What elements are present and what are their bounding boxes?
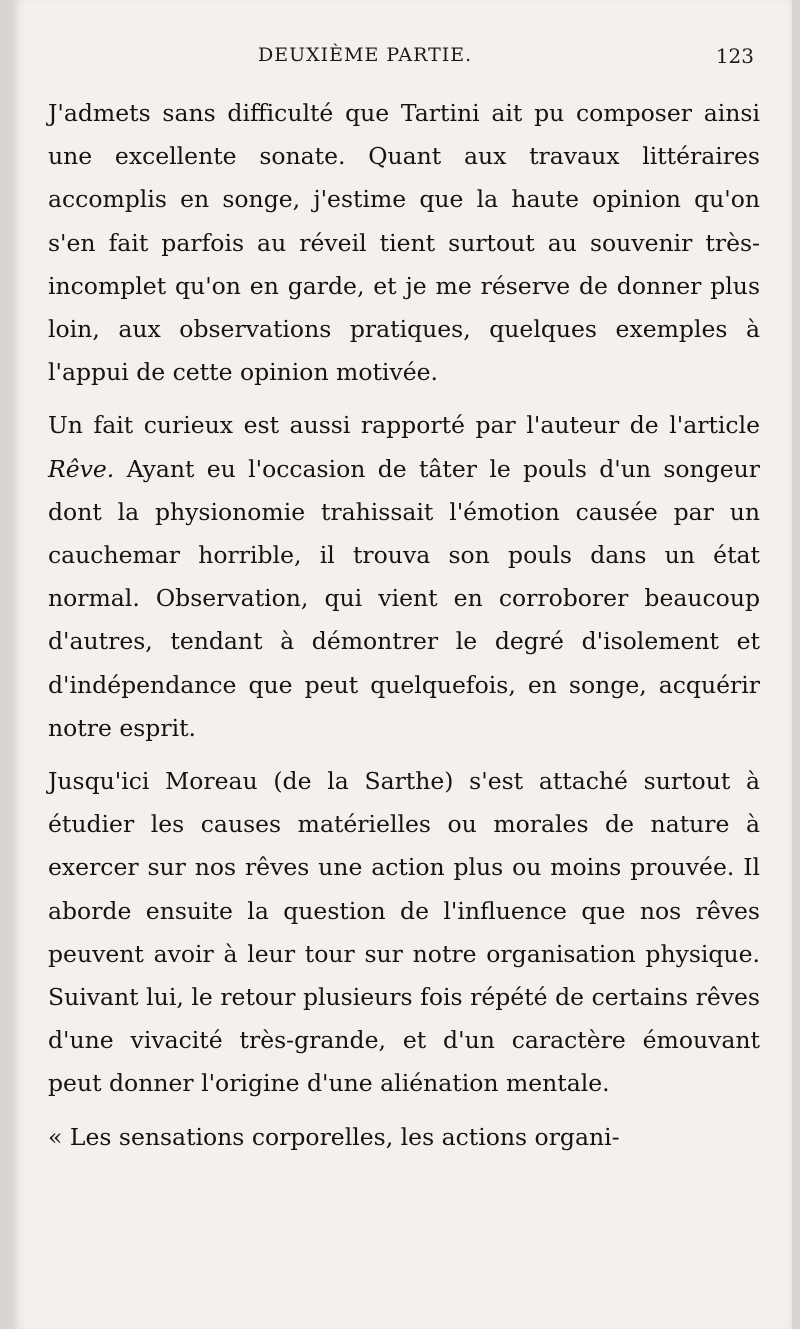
paragraph-4 [48,1116,760,1159]
paragraph-3-text: Jusqu'ici Moreau (de la Sarthe) s'est attaché surtout à étudier les causes matérielles ou morales de nature à exercer sur nos rêves une action plus ou moins prouvée. Il aborde ensuite la question de l'influence que nos rêves peuvent avoir à leur tour sur notre organisation physique. Suivant lui, le retour plusieurs fois répété de certains rêves d'une vivacité très-grande, et d'un caractère émouvant peut donner l'origine d'une aliénation mentale. [48,767,760,1098]
paragraph-4-text: « Les sensations corporelles, les actions organi- [48,1122,620,1151]
paragraph-1 [48,92,760,394]
running-head: DEUXIÈME PARTIE. [258,44,473,66]
paragraph-1-text: J'admets sans difficulté que Tartini ait pu composer ainsi une excellente sonate. Quant aux travaux littéraires accomplis en songe, j'estime que la haute opinion qu'on s'en fait parfois au réveil tient surtout au souvenir très-incomplet qu'on en garde, et je me réserve de donner plus loin, aux observations pratiques, quelques exemples à l'appui de cette opinion motivée. [48,99,760,387]
book-page [12,0,792,1329]
paragraph-2-text-after: Ayant eu l'occasion de tâter le pouls d'un songeur dont la physionomie trahissait l'émotion causée par un cauchemar horrible, il trouva son pouls dans un état normal. Observation, qui vient en corroborer beaucoup d'autres, tendant à démontrer le degré d'isolement et d'indépendance que peut quelquefois, en songe, acquérir notre esprit. [48,454,760,742]
page-header [12,44,792,78]
body-text [48,92,760,1169]
page-number: 123 [715,44,754,68]
paragraph-3 [48,760,760,1106]
paragraph-2-italic-title: Rêve. [48,454,115,483]
paragraph-2-text-before: Un fait curieux est aussi rapporté par l'auteur de l'article [48,411,760,440]
paragraph-2 [48,404,760,750]
